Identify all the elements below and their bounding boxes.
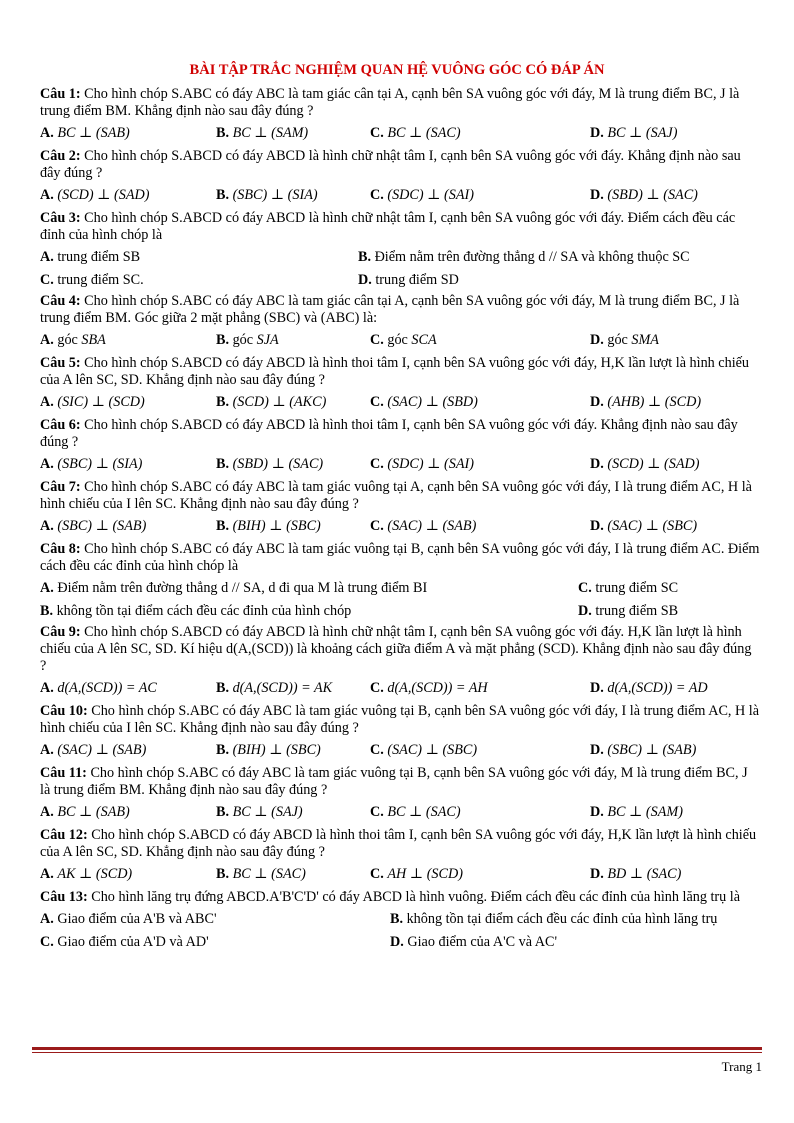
question-text: Cho hình chóp S.ABC có đáy ABC là tam giác vuông tại A, cạnh bên SA vuông góc với đáy, I là trung điểm AC, H là hình chiếu của I lên SC. Khẳng định nào sau đây đúng ? [40,479,752,512]
question-stem [40,293,760,327]
question-text: Cho hình chóp S.ABCD có đáy ABCD là hình thoi tâm I, cạnh bên SA vuông góc với đáy, H,K lần lượt là hình chiếu của A lên SC, SD. Khẳng định nào sau đây đúng ? [40,827,757,860]
answer-option[interactable] [216,332,279,349]
answer-option[interactable] [590,394,701,411]
option-label: B. [216,187,230,203]
answer-option[interactable] [40,680,157,697]
answer-option[interactable] [40,603,351,620]
options-row [40,740,760,762]
option-angle: SCA [411,332,437,348]
option-text: d(A,(SCD)) = AH [387,680,488,696]
option-text: BC ⊥ (SAB) [57,125,130,141]
option-angle: SBA [81,332,106,348]
option-label: B. [390,911,404,927]
question [40,210,760,290]
option-text: (AHB) ⊥ (SCD) [607,394,702,410]
option-label: A. [40,518,54,534]
question-text: Cho hình chóp S.ABC có đáy ABC là tam giác vuông tại B, cạnh bên SA vuông góc với đáy, M là trung điểm BC, J là trung điểm BM. Khẳng định nào sau đây đúng ? [40,765,748,798]
answer-option[interactable] [40,249,140,266]
option-text: không tồn tại điểm cách đều các đỉnh của hình lăng trụ [406,911,718,927]
option-label: B. [216,125,230,141]
question-list [40,86,760,955]
option-label: A. [40,394,54,410]
answer-option[interactable] [370,680,488,697]
options-row [40,678,760,700]
option-label: C. [578,580,592,596]
option-label: A. [40,804,54,820]
option-label: A. [40,125,54,141]
option-text: BC ⊥ (SAJ) [232,804,303,820]
options-row [40,601,760,621]
option-label: C. [40,272,54,288]
option-text: trung điểm SD [375,272,459,288]
option-label: D. [590,742,604,758]
question-text: Cho hình chóp S.ABC có đáy ABC là tam giác cân tại A, cạnh bên SA vuông góc với đáy, M là trung điểm BC, J là trung điểm BM. Khẳng định nào sau đây đúng ? [40,86,740,119]
question-stem [40,624,760,675]
option-text: (SAC) ⊥ (SAB) [57,742,147,758]
option-label: C. [370,187,384,203]
question-text: Cho hình chóp S.ABC có đáy ABC là tam giác cân tại A, cạnh bên SA vuông góc với đáy, M là trung điểm BC, J là trung điểm BM. Góc giữa 2 mặt phẳng (SBC) và (ABC) là: [40,293,740,326]
question-label: Câu 7: [40,479,81,495]
question-label: Câu 2: [40,148,81,164]
option-label: A. [40,680,54,696]
answer-option[interactable] [358,249,690,266]
option-label: A. [40,332,54,348]
answer-option[interactable] [216,742,321,759]
option-label: C. [370,394,384,410]
option-text: BC ⊥ (SAJ) [607,125,678,141]
option-label: B. [358,249,372,265]
option-label: A. [40,866,54,882]
option-text: d(A,(SCD)) = AD [607,680,708,696]
option-text: AK ⊥ (SCD) [57,866,133,882]
options-row [40,578,760,598]
footer-rule-thin [32,1052,762,1053]
question-stem [40,479,760,513]
answer-option[interactable] [216,187,318,204]
option-label: B. [216,680,230,696]
options-row [40,392,760,414]
option-text: BC ⊥ (SAC) [232,866,306,882]
question [40,624,760,700]
option-text: BC ⊥ (SAM) [232,125,309,141]
option-text: (SCD) ⊥ (AKC) [232,394,327,410]
answer-option[interactable] [370,518,476,535]
option-text: Giao điểm của A'C và AC' [407,934,558,950]
option-text: Điểm nằm trên đường thẳng d // SA và không thuộc SC [374,249,690,265]
options-row [40,516,760,538]
options-row [40,932,760,952]
question-text: Cho hình lăng trụ đứng ABCD.A'B'C'D' có đáy ABCD là hình vuông. Điểm cách đều các đỉnh của hình lăng trụ là [87,889,741,905]
option-text: (SDC) ⊥ (SAI) [387,187,474,203]
question-label: Câu 9: [40,624,81,640]
option-label: D. [590,680,604,696]
question-text: Cho hình chóp S.ABC có đáy ABC là tam giác vuông tại B, cạnh bên SA vuông góc với đáy, I là trung điểm AC. Điểm cách đều các đỉnh của hình chóp là [40,541,760,574]
question-stem [40,889,760,906]
option-label: B. [216,742,230,758]
question [40,293,760,352]
option-text: (SBD) ⊥ (SAC) [232,456,324,472]
answer-option[interactable] [590,866,681,883]
option-label: D. [590,518,604,534]
page-number: Trang 1 [721,1059,762,1074]
question-text: Cho hình chóp S.ABCD có đáy ABCD là hình chữ nhật tâm I, cạnh bên SA vuông góc với đáy. Khẳng định nào sau đây đúng ? [40,148,741,181]
answer-option[interactable] [590,518,697,535]
option-label: D. [578,603,592,619]
option-text: góc [57,332,82,348]
option-text: góc [387,332,412,348]
option-label: A. [40,580,54,596]
option-text: (SAC) ⊥ (SBC) [607,518,698,534]
option-text: trung điểm SB [595,603,679,619]
question-label: Câu 4: [40,293,81,309]
answer-option[interactable] [578,603,678,620]
option-text: Giao điểm của A'D và AD' [57,934,209,950]
option-angle: SJA [256,332,279,348]
question [40,479,760,538]
question-label: Câu 11: [40,765,87,781]
option-text: góc [607,332,632,348]
option-label: D. [590,866,604,882]
answer-option[interactable] [216,456,323,473]
answer-option[interactable] [40,580,427,597]
question-stem [40,148,760,182]
question-text: Cho hình chóp S.ABCD có đáy ABCD là hình chữ nhật tâm I, cạnh bên SA vuông góc với đáy. Điểm cách đều các đỉnh của hình chóp là [40,210,736,243]
answer-option[interactable] [590,125,677,142]
option-label: C. [370,742,384,758]
answer-option[interactable] [216,804,303,821]
option-label: A. [40,911,54,927]
answer-option[interactable] [578,580,678,597]
option-text: (SAC) ⊥ (SAB) [387,518,477,534]
question-text: Cho hình chóp S.ABCD có đáy ABCD là hình chữ nhật tâm I, cạnh bên SA vuông góc với đáy. H,K lần lượt là hình chiếu của A lên SC, SD. Kí hiệu d(A,(SCD)) là khoảng cách giữa điểm A và mặt phẳng (SCD). Khẳng định nào sau đây đúng ? [40,624,752,674]
options-row [40,247,760,267]
option-text: (SCD) ⊥ (SAD) [607,456,700,472]
option-text: (SIC) ⊥ (SCD) [57,394,145,410]
option-label: C. [370,518,384,534]
option-text: (SCD) ⊥ (SAD) [57,187,150,203]
answer-option[interactable] [370,394,478,411]
option-label: C. [370,866,384,882]
question-stem [40,703,760,737]
answer-option[interactable] [40,934,209,951]
question-text: Cho hình chóp S.ABC có đáy ABC là tam giác vuông tại B, cạnh bên SA vuông góc với đáy, I là trung điểm AC, H là hình chiếu của I lên SC. Khẳng định nào sau đây đúng ? [40,703,760,736]
answer-option[interactable] [370,804,461,821]
option-label: D. [590,187,604,203]
option-text: không tồn tại điểm cách đều các đỉnh của hình chóp [56,603,352,619]
answer-option[interactable] [40,866,132,883]
answer-option[interactable] [216,680,332,697]
answer-option[interactable] [590,680,708,697]
answer-option[interactable] [216,518,321,535]
page-title: BÀI TẬP TRẮC NGHIỆM QUAN HỆ VUÔNG GÓC CÓ ĐÁP ÁN [189,62,605,78]
option-label: A. [40,249,54,265]
option-label: C. [370,804,384,820]
question [40,148,760,207]
option-text: (BIH) ⊥ (SBC) [232,742,321,758]
question [40,86,760,145]
answer-option[interactable] [216,866,306,883]
option-text: trung điểm SC [595,580,679,596]
option-text: BC ⊥ (SAM) [607,804,683,820]
option-text: (SBC) ⊥ (SIA) [57,456,143,472]
question-stem [40,210,760,244]
answer-option[interactable] [590,804,683,821]
answer-option[interactable] [40,804,130,821]
option-text: Giao điểm của A'B và ABC' [57,911,217,927]
option-label: A. [40,456,54,472]
answer-option[interactable] [370,187,474,204]
option-label: C. [40,934,54,950]
answer-option[interactable] [216,125,308,142]
answer-option[interactable] [370,866,463,883]
option-text: BC ⊥ (SAC) [387,125,461,141]
option-label: C. [370,680,384,696]
answer-option[interactable] [590,187,698,204]
option-text: trung điểm SB [57,249,141,265]
option-label: B. [216,332,230,348]
option-label: D. [590,332,604,348]
answer-option[interactable] [40,456,142,473]
option-text: trung điểm SC. [57,272,144,288]
options-row [40,123,760,145]
option-label: C. [370,125,384,141]
answer-option[interactable] [370,332,437,349]
option-label: C. [370,332,384,348]
option-text: (SBC) ⊥ (SAB) [607,742,697,758]
option-text: (SBC) ⊥ (SAB) [57,518,147,534]
option-text: góc [232,332,257,348]
option-text: (SAC) ⊥ (SBD) [387,394,478,410]
answer-option[interactable] [590,332,659,349]
answer-option[interactable] [40,272,144,289]
option-text: (SDC) ⊥ (SAI) [387,456,474,472]
question [40,417,760,476]
option-text: BC ⊥ (SAC) [387,804,461,820]
question-label: Câu 10: [40,703,88,719]
options-row [40,864,760,886]
option-label: B. [40,603,54,619]
options-row [40,330,760,352]
answer-option[interactable] [216,394,326,411]
question [40,765,760,824]
option-label: D. [358,272,372,288]
question-label: Câu 8: [40,541,81,557]
question-stem [40,765,760,799]
answer-option[interactable] [40,394,145,411]
question-stem [40,541,760,575]
answer-option[interactable] [40,742,146,759]
option-text: (SBD) ⊥ (SAC) [607,187,698,203]
answer-option[interactable] [590,742,696,759]
option-label: D. [390,934,404,950]
option-text: BD ⊥ (SAC) [607,866,682,882]
options-row [40,270,760,290]
question [40,541,760,621]
answer-option[interactable] [370,742,477,759]
question-text: Cho hình chóp S.ABCD có đáy ABCD là hình thoi tâm I, cạnh bên SA vuông góc với đáy. Khẳng định nào sau đây đúng ? [40,417,738,450]
option-label: B. [216,866,230,882]
question [40,889,760,952]
option-text: d(A,(SCD)) = AC [57,680,157,696]
option-text: Điểm nằm trên đường thẳng d // SA, d đi qua M là trung điểm BI [57,580,428,596]
question-label: Câu 6: [40,417,81,433]
question-stem [40,86,760,120]
options-row [40,909,760,929]
question-stem [40,827,760,861]
answer-option[interactable] [370,456,474,473]
footer-rule-thick [32,1047,762,1050]
option-text: BC ⊥ (SAB) [57,804,130,820]
option-label: A. [40,187,54,203]
option-text: (SAC) ⊥ (SBC) [387,742,478,758]
answer-option[interactable] [40,911,217,928]
option-label: B. [216,518,230,534]
answer-option[interactable] [40,187,150,204]
question-stem [40,417,760,451]
option-label: A. [40,742,54,758]
option-label: D. [590,804,604,820]
options-row [40,454,760,476]
question-label: Câu 5: [40,355,81,371]
question-label: Câu 3: [40,210,81,226]
question [40,355,760,414]
options-row [40,802,760,824]
option-label: B. [216,804,230,820]
question [40,703,760,762]
question-text: Cho hình chóp S.ABCD có đáy ABCD là hình thoi tâm I, cạnh bên SA vuông góc với đáy, H,K lần lượt là hình chiếu của A lên SC, SD. Khẳng định nào sau đây đúng ? [40,355,750,388]
answer-option[interactable] [40,518,146,535]
question-label: Câu 1: [40,86,81,102]
option-label: C. [370,456,384,472]
option-label: B. [216,456,230,472]
option-label: D. [590,125,604,141]
question-stem [40,355,760,389]
question [40,827,760,886]
option-label: D. [590,394,604,410]
options-row [40,185,760,207]
answer-option[interactable] [390,911,717,928]
answer-option[interactable] [40,125,130,142]
answer-option[interactable] [390,934,557,951]
answer-option[interactable] [358,272,459,289]
option-text: AH ⊥ (SCD) [387,866,463,882]
option-label: D. [590,456,604,472]
option-angle: SMA [631,332,659,348]
option-text: (SBC) ⊥ (SIA) [232,187,318,203]
answer-option[interactable] [40,332,106,349]
question-label: Câu 13: [40,889,88,905]
option-label: B. [216,394,230,410]
option-text: (BIH) ⊥ (SBC) [232,518,321,534]
answer-option[interactable] [370,125,461,142]
question-label: Câu 12: [40,827,88,843]
option-text: d(A,(SCD)) = AK [232,680,333,696]
answer-option[interactable] [590,456,700,473]
